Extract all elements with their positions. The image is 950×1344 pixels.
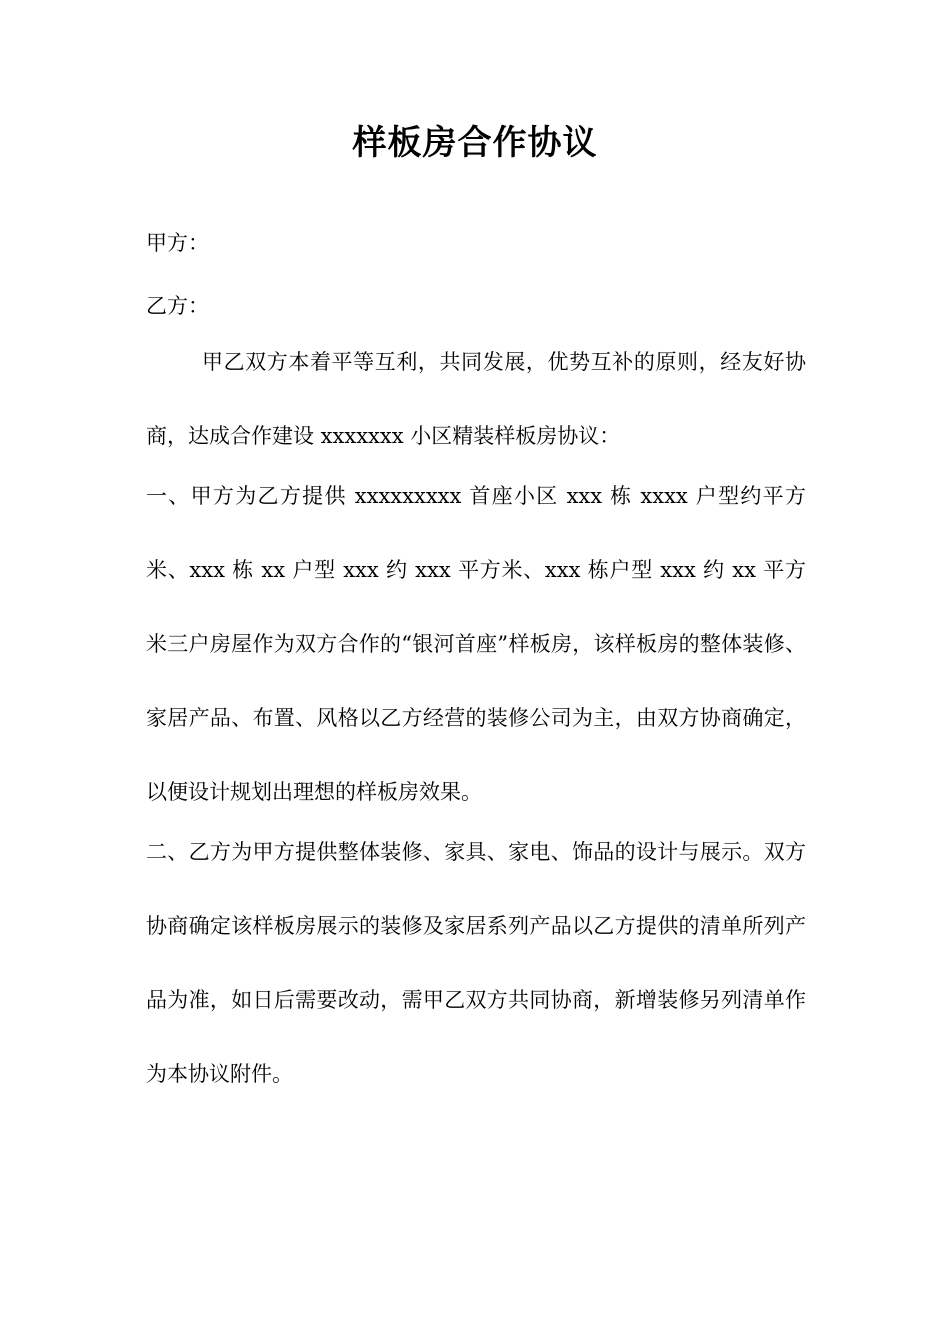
preamble-paragraph: 甲乙双方本着平等互利，共同发展，优势互补的原则，经友好协商，达成合作建设 xxxxxxx 小区精装样板房协议： — [146, 350, 806, 448]
clause-1-paragraph: 一、甲方为乙方提供 xxxxxxxxx 首座小区 xxx 栋 xxxx 户型约平方米、xxx 栋 xx 户型 xxx 约 xxx 平方米、xxx 栋户型 xxx 约 xx 平方米三户房屋作为双方合作的“银河首座”样板房，该样板房的整体装修、家居产品、布置、风格以乙方经营的装修公司为主，由双方协商确定，以便设计规划出理想的样板房效果。 — [146, 484, 806, 804]
document-title: 样板房合作协议 — [352, 123, 598, 163]
document-body — [146, 349, 806, 1111]
clause-2-paragraph: 二、乙方为甲方提供整体装修、家具、家电、饰品的设计与展示。双方协商确定该样板房展示的装修及家居系列产品以乙方提供的清单所列产品为准，如日后需要改动，需甲乙双方共同协商，新增装修另列清单作为本协议附件。 — [146, 840, 806, 1086]
party-b-label: 乙方： — [146, 294, 209, 318]
party-a-label: 甲方： — [146, 231, 209, 255]
